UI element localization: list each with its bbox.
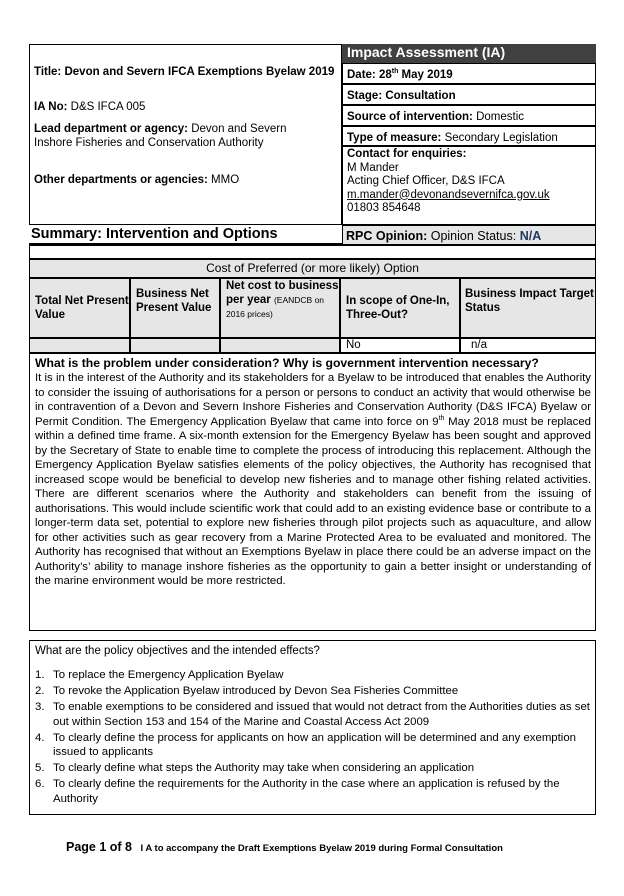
list-item: 3. To enable exemptions to be considered and issued that would not detract from the Authorities duties as set out within Section 153 and 154 of the Marine and Coastal Access Act 2009 — [35, 701, 590, 728]
value-in-scope: No — [340, 338, 460, 353]
list-item: 2. To revoke the Application Byelaw introduced by Devon Sea Fisheries Committee — [35, 685, 459, 698]
value-net-cost — [220, 338, 340, 353]
title-value: Devon and Severn IFCA Exemptions Byelaw 2019 — [64, 66, 335, 78]
list-item: 6. To clearly define the requirements for the Authority in the case where an application is refused by the Authority — [35, 778, 560, 805]
value-bit-status: n/a — [460, 338, 596, 353]
lead-department: Lead department or agency: Devon and Severn Inshore Fisheries and Conservation Authority — [34, 123, 287, 149]
objectives-question: What are the policy objectives and the intended effects? — [35, 645, 320, 657]
objectives-list — [35, 668, 591, 806]
rpc-opinion-cell: RPC Opinion: Opinion Status: N/A — [342, 225, 596, 245]
value-business-npv — [130, 338, 220, 353]
contact-role: Acting Chief Officer, D&S IFCA — [347, 175, 505, 187]
contact-box — [342, 146, 596, 225]
page-number: Page 1 of 8 — [66, 840, 132, 854]
stage-row: Stage: Consultation — [342, 84, 596, 105]
value-total-npv — [29, 338, 130, 353]
problem-text: It is in the interest of the Authority and its stakeholders for a Byelaw to be introduced that enables the Authority to consider the issuing of authorisations for a person or persons to conduct an activity that would otherwise be in contravention of a Devon and Severn Inshore Fisheries and Conservation Authority (D&S IFCA) Byelaw or Permit Condition. The Emergency Application Byelaw that came into force on 9th May 2018 must be replaced within a defined time frame. A six-month extension for the Emergency Byelaw has been sought and approved by the Secretary of State to enable time to complete the process of introducing this replacement. Although the Emergency Application Byelaw satisfies elements of the policy objectives, the Authority has recognised that increased scope would be beneficial to develop new fisheries and to manage other fishing related activities. There are different scenarios where the Authority and stakeholders can benefit from the issuing of authorisations. This would include scientific work that could add to an existing evidence base or contribute to a longer-term data set, potential to explore new fisheries through pilot projects such as aquaculture, and allow for other activities such as gear recovery from a Marine Protected Area to be evaluated and monitored. The Authority has recognised that without an Exemptions Byelaw in place there could be an adverse impact on the Authority’s’ ability to manage inshore fisheries as the opportunity to gain a better insight or understanding of the marine environment would be more restricted. — [35, 372, 591, 587]
spacer-row — [29, 245, 596, 259]
contact-label: Contact for enquiries: — [347, 148, 467, 160]
header-in-scope: In scope of One-In, Three-Out? — [340, 278, 460, 338]
title-line — [34, 65, 339, 79]
source-row: Source of intervention: Domestic — [342, 105, 596, 126]
ia-number: IA No: D&S IFCA 005 — [34, 101, 146, 113]
footer-caption: I A to accompany the Draft Exemptions Byelaw 2019 during Formal Consultation — [140, 843, 503, 854]
list-item: 4. To clearly define the process for applicants on how an application will be determined and any exemption issued to applicants — [35, 731, 577, 759]
summary-title: Summary: Intervention and Options — [31, 226, 278, 242]
type-row: Type of measure: Secondary Legislation — [342, 126, 596, 146]
date-row: Date: 28th May 2019 — [342, 63, 596, 84]
problem-box — [29, 353, 596, 631]
objectives-box — [29, 640, 596, 815]
header-bit-status: Business Impact Target Status — [460, 278, 596, 338]
list-item: 5. To clearly define what steps the Authority may take when considering an application — [35, 762, 475, 775]
header-total-npv: Total Net Present Value — [29, 278, 130, 338]
contact-phone: 01803 854648 — [347, 202, 421, 214]
title-label: Title: — [34, 66, 62, 78]
contact-name: M Mander — [347, 161, 399, 174]
list-item: 1. To replace the Emergency Application Byelaw — [35, 669, 284, 681]
header-business-npv: Business Net Present Value — [130, 278, 220, 338]
page-footer — [66, 838, 596, 856]
ia-header: Impact Assessment (IA) — [342, 44, 596, 63]
rpc-status: N/A — [519, 229, 542, 243]
header-net-cost: Net cost to business per year (EANDCB on 2016 prices) — [220, 278, 340, 338]
other-departments: Other departments or agencies: MMO — [34, 174, 240, 186]
contact-email-link[interactable]: m.mander@devonandsevernifca.gov.uk — [347, 188, 550, 201]
cost-table-title: Cost of Preferred (or more likely) Option — [29, 259, 596, 278]
problem-question: What is the problem under consideration? Why is government intervention necessary? — [35, 356, 539, 370]
